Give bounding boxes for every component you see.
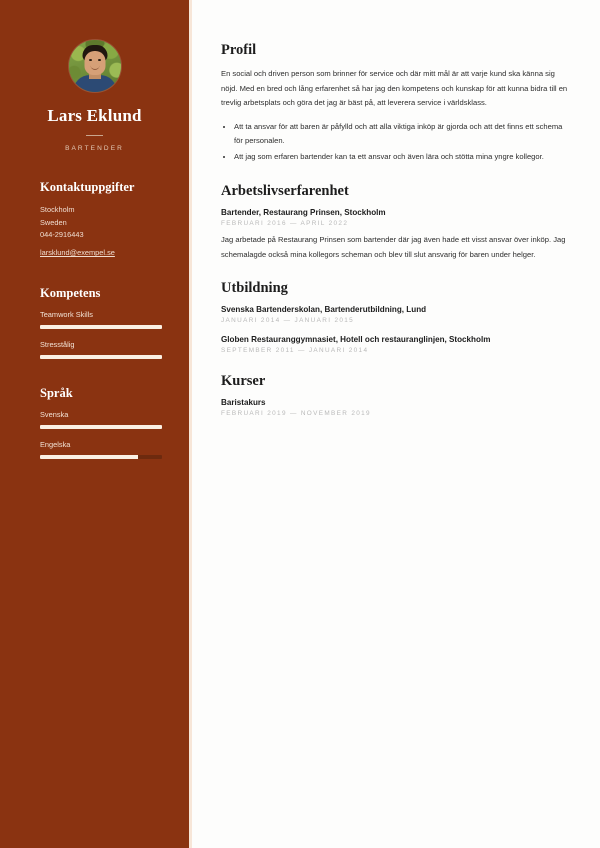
entry-date: FEBRUARI 2019 — NOVEMBER 2019	[221, 409, 371, 417]
languages-heading: Språk	[40, 386, 73, 401]
skill-item	[40, 310, 161, 329]
entry-title: Globen Restauranggymnasiet, Hotell och restauranglinjen, Stockholm	[221, 334, 491, 344]
name-divider	[86, 135, 103, 136]
experience-entry	[221, 208, 570, 262]
contact-heading: Kontaktuppgifter	[40, 180, 135, 194]
contact-city: Stockholm	[40, 205, 75, 214]
contact-email-link[interactable]: larsklund@exempel.se	[40, 248, 115, 258]
contact-country: Sweden	[40, 217, 67, 227]
language-bar-fill	[40, 425, 162, 429]
entry-title: Bartender, Restaurang Prinsen, Stockholm	[221, 208, 386, 218]
education-entry	[221, 305, 570, 324]
skill-label: Teamwork Skills	[40, 310, 93, 320]
entry-date: FEBRUARI 2016 — APRIL 2022	[221, 220, 349, 228]
education-section	[221, 280, 570, 354]
list-item: • Att ta ansvar för att baren är påfylld och att alla viktiga inköp är gjorda och att det finns ett schema för personalen.	[234, 120, 570, 149]
courses-section	[221, 373, 570, 417]
full-name: Lars Eklund	[47, 106, 142, 125]
skill-bar-track	[40, 355, 162, 359]
sidebar	[0, 0, 192, 848]
skill-bar-fill	[40, 325, 162, 329]
experience-section	[221, 183, 570, 262]
avatar-container	[0, 40, 189, 92]
entry-date: SEPTEMBER 2011 — JANUARI 2014	[221, 346, 369, 354]
language-bar-track	[40, 425, 162, 429]
experience-heading: Arbetslivserfarenhet	[221, 183, 349, 200]
contact-section	[0, 180, 189, 260]
profile-text: En social och driven person som brinner för service och där mitt mål är att varje kund ska känna sig nöjd. Med en bred och lång erfarenhet så har jag den kompetens och kunskap för att kunna bidra till en trevlig arbetsplats och göra det jag är bäst på, att leverera service i världsklass.	[221, 69, 568, 108]
languages-section	[0, 386, 189, 459]
entry-title: Baristakurs	[221, 397, 266, 407]
entry-title: Svenska Bartenderskolan, Bartenderutbildning, Lund	[221, 304, 427, 314]
contact-phone: 044-2916443	[40, 230, 84, 240]
skills-heading: Kompetens	[40, 286, 101, 301]
course-entry	[221, 398, 570, 417]
skill-bar-track	[40, 325, 162, 329]
entry-date: JANUARI 2014 — JANUARI 2015	[221, 316, 355, 324]
avatar-face	[84, 51, 105, 75]
skills-section	[0, 286, 189, 359]
job-title: BARTENDER	[65, 145, 124, 152]
profile-bullet-list	[221, 120, 570, 165]
skill-bar-fill	[40, 355, 162, 359]
language-label: Svenska	[40, 410, 69, 420]
avatar	[69, 40, 121, 92]
entry-description: Jag arbetade på Restaurang Prinsen som bartender där jag även hade ett visst ansvar över inköp. Jag schemalagde också mina kollegors scheman och blev till slut ansvarig för baren under helger.	[221, 235, 566, 260]
language-item	[40, 440, 161, 459]
education-entry	[221, 335, 570, 354]
language-bar-track	[40, 455, 162, 459]
skill-label: Stresstålig	[40, 340, 75, 350]
profile-section	[221, 42, 570, 164]
avatar-eye-left	[89, 59, 92, 61]
profile-heading: Profil	[221, 42, 257, 58]
language-item	[40, 410, 161, 429]
skill-item	[40, 340, 161, 359]
main-content	[192, 0, 600, 848]
list-item: • Att jag som erfaren bartender kan ta ett ansvar och även lära och stötta mina yngre kollegor.	[234, 150, 570, 165]
language-bar-fill	[40, 455, 138, 459]
courses-heading: Kurser	[221, 372, 266, 389]
education-heading: Utbildning	[221, 279, 288, 296]
avatar-eye-right	[98, 59, 101, 61]
language-label: Engelska	[40, 440, 71, 450]
